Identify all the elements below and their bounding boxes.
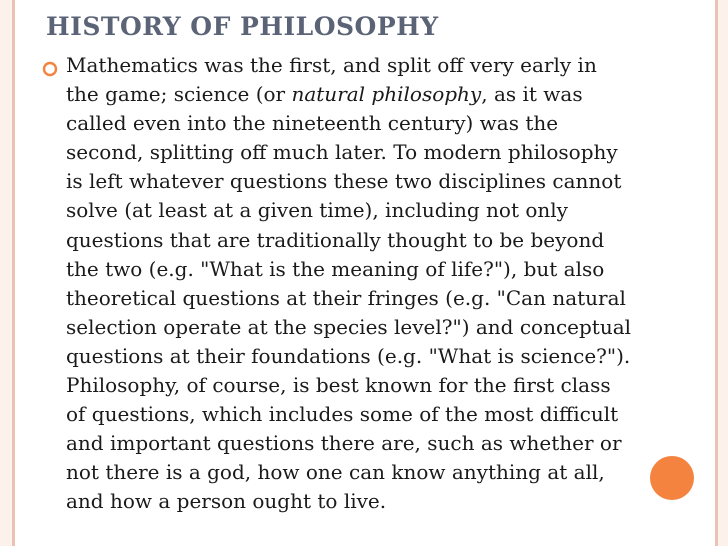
text-line [66,167,698,196]
text-line [66,51,698,80]
text-segment: Mathematics was the first, and split off very early in [66,53,597,77]
text-segment: of questions, which includes some of the most difficult [66,402,619,427]
bullet-paragraph [66,51,698,517]
bullet-icon [42,61,58,77]
text-line [66,313,698,342]
text-line [66,138,698,167]
text-line [66,284,698,313]
text-line [66,109,698,138]
text-line [66,429,698,458]
text-segment: questions that are traditionally thought to be beyond [66,227,605,252]
italic-text-segment: natural philosophy [291,82,482,107]
text-segment: the game; science (or [66,82,292,107]
text-segment: and important questions there are, such as whether or [66,431,622,456]
right-border-strip [718,0,728,546]
text-line [66,226,698,255]
text-segment: , as it was [481,82,583,107]
text-line [66,458,698,487]
text-segment: and how a person ought to live. [66,489,387,514]
text-line [66,80,698,109]
left-border-strip [0,0,12,546]
decorative-orange-circle [650,456,694,500]
slide-title: HISTORY OF PHILOSOPHY [46,12,439,41]
text-line [66,487,698,516]
text-segment: questions at their foundations (e.g. "What is science?"). [66,343,631,368]
text-segment: called even into the nineteenth century) was the [66,111,559,136]
text-line [66,342,698,371]
text-line [66,196,698,225]
text-line [66,255,698,284]
text-segment: theoretical questions at their fringes (e.g. "Can natural [66,285,626,310]
text-segment: Philosophy, of course, is best known for the first class [66,373,611,398]
left-border-rule [12,0,15,546]
text-line [66,371,698,400]
text-line [66,400,698,429]
text-segment: not there is a god, how one can know anything at all, [66,460,605,485]
text-segment: second, splitting off much later. To modern philosophy [66,140,618,165]
text-segment: solve (at least at a given time), including not only [66,198,568,223]
text-segment: is left whatever questions these two disciplines cannot [66,169,622,194]
text-segment: selection operate at the species level?") and conceptual [66,314,632,339]
text-segment: the two (e.g. "What is the meaning of life?"), but also [66,256,605,281]
